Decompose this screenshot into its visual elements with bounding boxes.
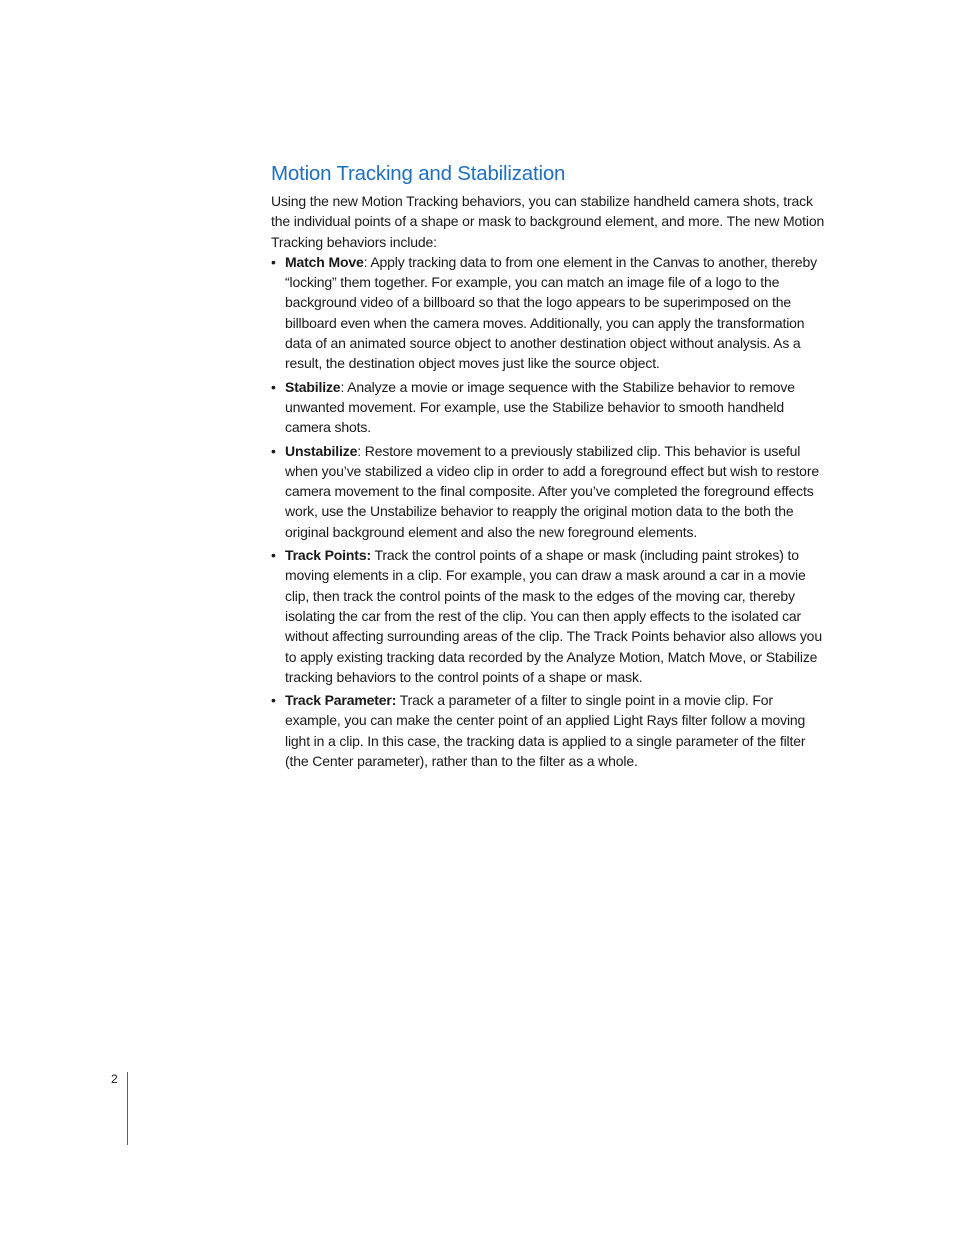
section-title: Motion Tracking and Stabilization xyxy=(271,162,566,185)
bullet-text: Track a parameter of a filter to single point in a movie clip. For example, you can make the center point of an applied Light Rays filter follow a moving light in a clip. In this case, the tracking data is applied to a single parameter of the filter (the Center parameter), rather than to the filter as a whole. xyxy=(285,692,806,770)
bullet-text: Apply tracking data to from one element in the Canvas to another, thereby “locking” them together. For example, you can match an image file of a logo to the background video of a billboard so that the logo appears to be superimposed on the billboard even when the camera moves. Additionally, you can apply the transformation data of an animated source object to another destination object without analysis. As a result, the destination object moves just like the source object. xyxy=(285,253,817,372)
bullet-text: Restore movement to a previously stabilized clip. This behavior is useful when you’ve stabilized a video clip in order to add a foreground effect but wish to restore camera movement to the final composite. After you’ve completed the foreground effects work, use the Unstabilize behavior to reapply the original motion data to the both the original background element and also the new foreground elements. xyxy=(285,442,819,540)
bullet-icon: • xyxy=(271,378,276,395)
bullet-term: Match Move xyxy=(285,253,364,270)
bullet-term: Stabilize xyxy=(285,378,341,395)
bullet-icon: • xyxy=(271,692,276,709)
bullet-icon: • xyxy=(271,547,276,564)
bullet-term: Unstabilize xyxy=(285,442,358,459)
bullet-text: Track the control points of a shape or mask (including paint strokes) to moving elements in a clip. For example, you can draw a mask around a car in a movie clip, then track the control points of the mask to the edges of the moving car, thereby isolating the car from the rest of the clip. You can then apply effects to the isolated car without affecting surrounding areas of the clip. The Track Points behavior also allows you to apply existing tracking data recorded by the Analyze Motion, Match Move, or Stabilize tracking behaviors to the control points of a shape or mask. xyxy=(285,547,822,685)
list-item-track-parameter xyxy=(271,690,827,771)
intro-paragraph: Using the new Motion Tracking behaviors, you can stabilize handheld camera shots, track the individual points of a shape or mask to background element, and more. The new Motion Tracking behaviors include: xyxy=(271,193,825,250)
bullet-separator: : xyxy=(340,378,348,395)
list-item-stabilize xyxy=(271,377,827,438)
bullet-separator: : xyxy=(363,253,371,270)
bullet-text: Analyze a movie or image sequence with the Stabilize behavior to remove unwanted movement. For example, use the Stabilize behavior to smooth handheld camera shots. xyxy=(285,378,795,436)
list-item-unstabilize xyxy=(271,441,827,542)
bullet-term: Track Parameter: xyxy=(285,692,397,709)
main-content xyxy=(271,160,827,774)
behavior-list xyxy=(271,252,827,771)
bullet-separator: : xyxy=(357,442,365,459)
list-item-match-move xyxy=(271,252,827,374)
page-margin-rule xyxy=(127,1072,128,1145)
bullet-icon: • xyxy=(271,253,276,270)
bullet-icon: • xyxy=(271,442,276,459)
list-item-track-points xyxy=(271,545,827,687)
page-number: 2 xyxy=(111,1072,118,1086)
bullet-term: Track Points: xyxy=(285,547,371,564)
